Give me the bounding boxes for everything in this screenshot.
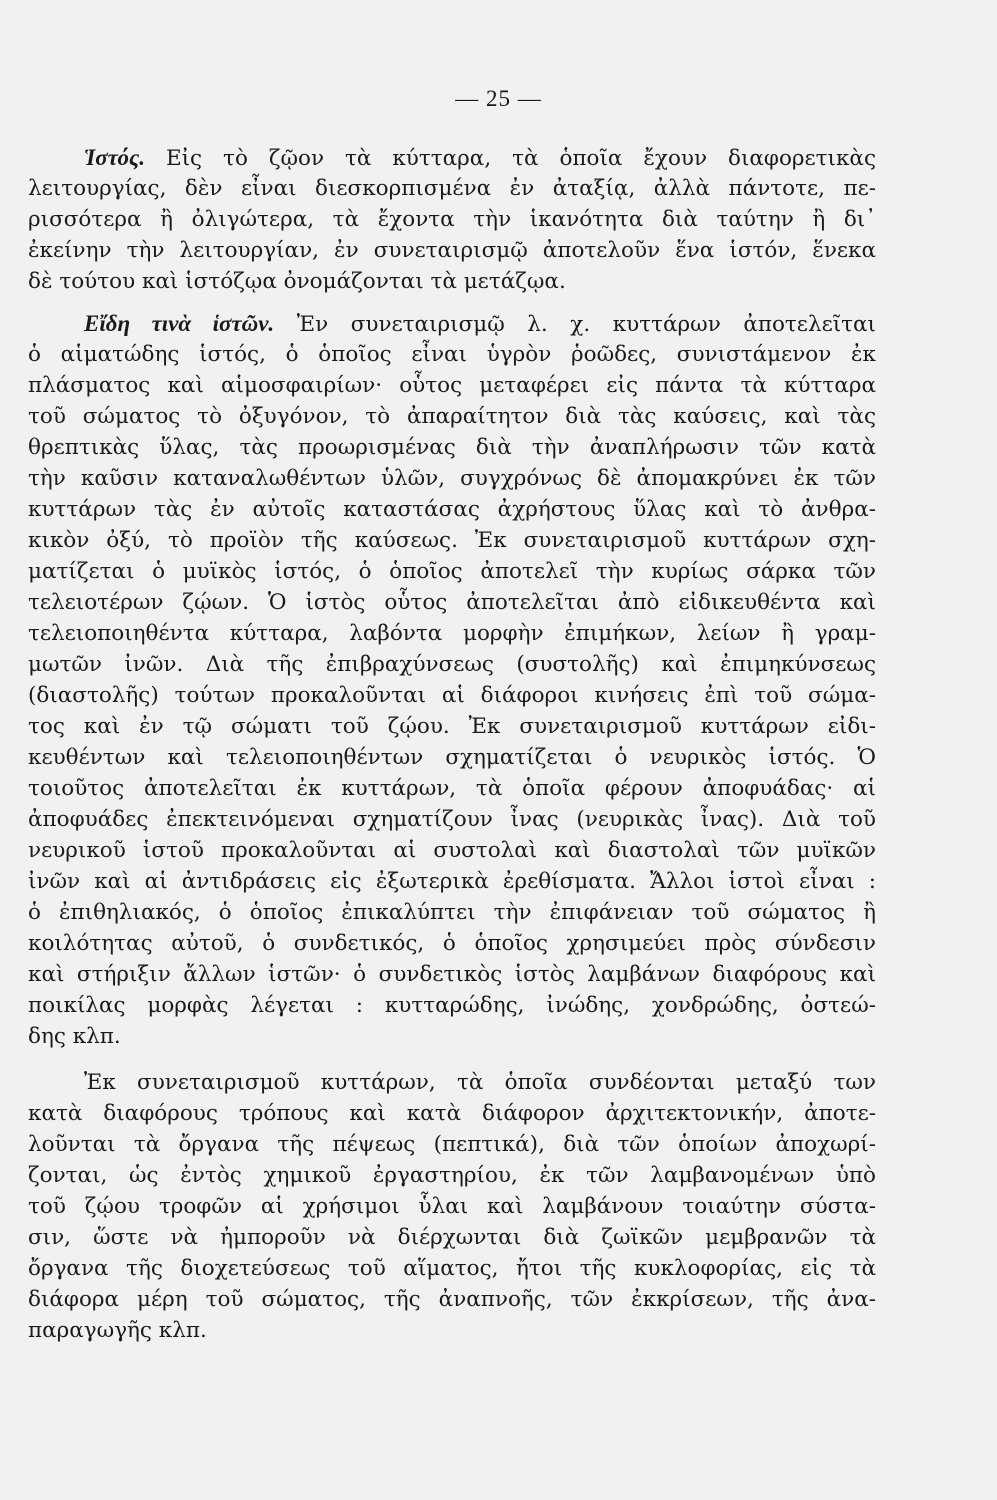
text-line: ὄργανα τῆς διοχετεύσεως τοῦ αἵματος, ἤτοι τῆς κυκλοφορίας, εἰς τὰ [28, 1256, 876, 1281]
text-line: τοῦ ζῴου τροφῶν αἱ χρήσιμοι ὗλαι καὶ λαμβάνουν τοιαύτην σύστα- [28, 1194, 876, 1219]
text-line: ποικίλας μορφὰς λέγεται : κυτταρώδης, ἰνώδης, χονδρώδης, ὀστεώ- [28, 993, 876, 1018]
text-line: θρεπτικὰς ὕλας, τὰς προωρισμένας διὰ τὴν ἀναπλήρωσιν τῶν κατὰ [28, 435, 876, 460]
text-line: λοῦνται τὰ ὄργανα τῆς πέψεως (πεπτικά), διὰ τῶν ὁποίων ἀποχωρί- [28, 1132, 876, 1157]
text-line: μωτῶν ἰνῶν. Διὰ τῆς ἐπιβραχύνσεως (συστολῆς) καὶ ἐπιμηκύνσεως [28, 652, 876, 677]
text-line: πλάσματος καὶ αἱμοσφαιρίων· οὗτος μεταφέρει εἰς πάντα τὰ κύτταρα [28, 373, 876, 398]
text-line: ἐκείνην τὴν λειτουργίαν, ἐν συνεταιρισμῷ ἀποτελοῦν ἕνα ἱστόν, ἕνεκα [28, 238, 876, 263]
text-line: παραγωγῆς κλπ. [28, 1318, 207, 1343]
text-line: κευθέντων καὶ τελειοποιηθέντων σχηματίζεται ὁ νευρικὸς ἱστός. Ὁ [28, 745, 876, 770]
line-text: Ἐν συνεταιρισμῷ λ. χ. κυττάρων ἀποτελεῖται [296, 312, 876, 337]
text-line [84, 309, 876, 339]
section-heading: Εἴδη τινὰ ἱστῶν. [84, 311, 275, 336]
text-line: ζονται, ὡς ἐντὸς χημικοῦ ἐργαστηρίου, ἐκ τῶν λαμβανομένων ὑπὸ [28, 1163, 876, 1188]
text-line: σιν, ὥστε νὰ ἠμποροῦν νὰ διέρχωνται διὰ ζωϊκῶν μεμβρανῶν τὰ [28, 1225, 876, 1250]
text-line: κοιλότητας αὐτοῦ, ὁ συνδετικός, ὁ ὁποῖος χρησιμεύει πρὸς σύνδεσιν [28, 931, 876, 956]
text-line: τος καὶ ἐν τῷ σώματι τοῦ ζῴου. Ἐκ συνεταιρισμοῦ κυττάρων εἰδι- [28, 714, 876, 739]
text-line: νευρικοῦ ἱστοῦ προκαλοῦνται αἱ συστολαὶ καὶ διαστολαὶ τῶν μυϊκῶν [28, 838, 876, 863]
line-text: Εἰς τὸ ζῷον τὰ κύτταρα, τὰ ὁποῖα ἔχουν διαφορετικὰς [165, 146, 876, 171]
text-line: κατὰ διαφόρους τρόπους καὶ κατὰ διάφορον ἀρχιτεκτονικήν, ἀποτε- [28, 1101, 876, 1126]
page-number: — 25 — [455, 86, 542, 111]
text-line: τὴν καῦσιν καταναλωθέντων ὑλῶν, συγχρόνως δὲ ἀπομακρύνει ἐκ τῶν [28, 466, 876, 491]
text-line: Ἐκ συνεταιρισμοῦ κυττάρων, τὰ ὁποῖα συνδέονται μεταξύ των [84, 1070, 876, 1095]
text-line: καὶ στήριξιν ἄλλων ἱστῶν· ὁ συνδετικὸς ἱστὸς λαμβάνων διαφόρους καὶ [28, 962, 876, 987]
text-line: διάφορα μέρη τοῦ σώματος, τῆς ἀναπνοῆς, τῶν ἐκκρίσεων, τῆς ἀνα- [28, 1287, 876, 1312]
text-line [84, 143, 876, 173]
text-line: κικὸν ὀξύ, τὸ προϊὸν τῆς καύσεως. Ἐκ συνεταιρισμοῦ κυττάρων σχη- [28, 528, 876, 553]
text-line: λειτουργίας, δὲν εἶναι διεσκορπισμένα ἐν ἀταξίᾳ, ἀλλὰ πάντοτε, πε- [28, 176, 876, 201]
text-line: τελειοποιηθέντα κύτταρα, λαβόντα μορφὴν ἐπιμήκων, λείων ἢ γραμ- [28, 621, 876, 646]
text-line: (διαστολῆς) τούτων προκαλοῦνται αἱ διάφοροι κινήσεις ἐπὶ τοῦ σώμα- [28, 683, 876, 708]
section-heading: Ἱστός. [84, 145, 145, 170]
text-line: ὁ αἱματώδης ἱστός, ὁ ὁποῖος εἶναι ὑγρὸν ῥοῶδες, συνιστάμενον ἐκ [28, 342, 876, 367]
text-line: ρισσότερα ἢ ὀλιγώτερα, τὰ ἔχοντα τὴν ἱκανότητα διὰ ταύτην ἢ δι᾽ [28, 207, 876, 232]
text-line: ἀποφυάδες ἐπεκτεινόμεναι σχηματίζουν ἶνας (νευρικὰς ἶνας). Διὰ τοῦ [28, 807, 876, 832]
text-line: τελειοτέρων ζῴων. Ὁ ἱστὸς οὗτος ἀποτελεῖται ἀπὸ εἰδικευθέντα καὶ [28, 590, 876, 615]
text-line: δης κλπ. [28, 1024, 121, 1049]
text-line: ἰνῶν καὶ αἱ ἀντιδράσεις εἰς ἐξωτερικὰ ἐρεθίσματα. Ἄλλοι ἱστοὶ εἶναι : [28, 869, 876, 894]
text-line: ματίζεται ὁ μυϊκὸς ἱστός, ὁ ὁποῖος ἀποτελεῖ τὴν κυρίως σάρκα τῶν [28, 559, 876, 584]
text-line: δὲ τούτου καὶ ἱστόζῳα ὀνομάζονται τὰ μετάζῳα. [28, 269, 566, 294]
text-line: κυττάρων τὰς ἐν αὐτοῖς καταστάσας ἀχρήστους ὕλας καὶ τὸ ἀνθρα- [28, 497, 876, 522]
text-line: τοιοῦτος ἀποτελεῖται ἐκ κυττάρων, τὰ ὁποῖα φέρουν ἀποφυάδας· αἱ [28, 776, 876, 801]
text-line: ὁ ἐπιθηλιακός, ὁ ὁποῖος ἐπικαλύπτει τὴν ἐπιφάνειαν τοῦ σώματος ἢ [28, 900, 876, 925]
text-line: τοῦ σώματος τὸ ὀξυγόνον, τὸ ἀπαραίτητον διὰ τὰς καύσεις, καὶ τὰς [28, 404, 876, 429]
